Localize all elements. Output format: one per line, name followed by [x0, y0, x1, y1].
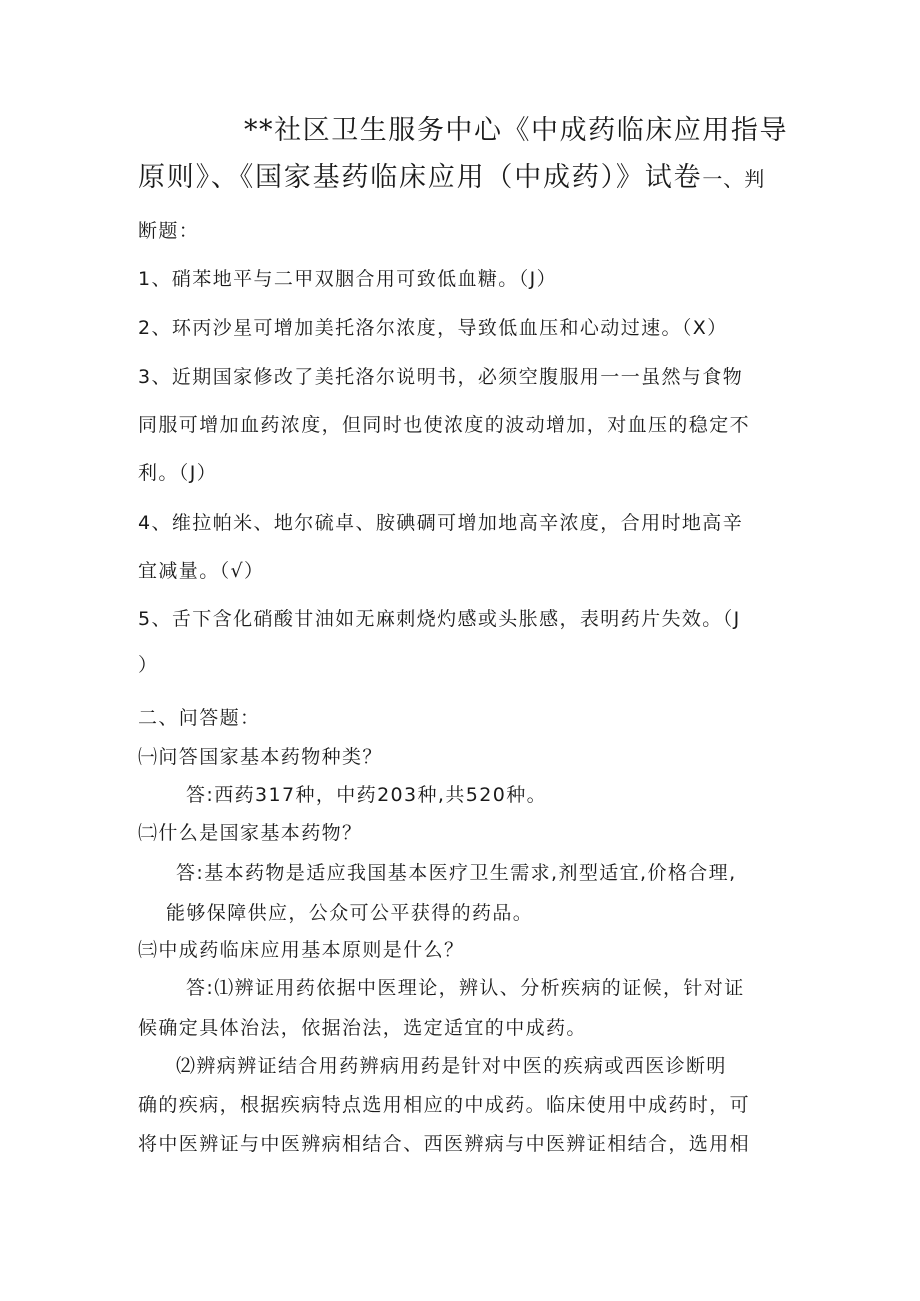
qa-question-3: ㈢中成药临床应用基本原则是什么？ — [138, 939, 465, 961]
qa-answer-3-line-2: 候确定具体治法，依据治法，选定适宜的中成药。 — [138, 1017, 587, 1039]
judgement-q4-line-2: 宜减量。（√） — [138, 560, 265, 582]
qa-answer-2-line-2: 能够保障供应，公众可公平获得的药品。 — [166, 902, 534, 924]
judgement-q3-line-1: 3、近期国家修改了美托洛尔说明书，必须空腹服用一一虽然与食物 — [138, 366, 744, 388]
qa-question-2: ㈡什么是国家基本药物？ — [138, 822, 363, 844]
qa-answer-3-line-1: 答:⑴辨证用药依据中医理论，辨认、分析疾病的证候，针对证 — [186, 977, 745, 999]
judgement-q4-line-1: 4、维拉帕米、地尔硫卓、胺碘碉可增加地高辛浓度，合用时地高辛 — [138, 512, 744, 534]
section-one-heading-end: 断题： — [138, 220, 200, 242]
judgement-q3-line-3: 利。（J） — [138, 462, 218, 484]
judgement-q3-line-2: 同服可增加血药浓度，但同时也使浓度的波动增加，对血压的稳定不 — [138, 414, 751, 436]
judgement-q1: 1、硝苯地平与二甲双胭合用可致低血糖。（J） — [138, 268, 557, 290]
title-line-2-text: 原则》、《国家基药临床应用（中成药）》试卷 — [138, 162, 703, 193]
qa-answer-2-line-1: 答:基本药物是适应我国基本医疗卫生需求,剂型适宜,价格合理, — [176, 862, 737, 884]
qa-question-1: ㈠问答国家基本药物种类？ — [138, 746, 383, 768]
section-one-heading-start: 一、判 — [702, 167, 766, 191]
qa-answer-3-para2-line-3: 将中医辨证与中医辨病相结合、西医辨病与中医辨证相结合，选用相 — [138, 1133, 751, 1155]
qa-heading: 二、问答题： — [138, 707, 261, 729]
judgement-q2: 2、环丙沙星可增加美托洛尔浓度，导致低血压和心动过速。（X） — [138, 317, 728, 339]
qa-answer-1: 答:西药317种，中药203种,共520种。 — [186, 784, 548, 806]
qa-answer-3-para2-line-2: 确的疾病，根据疾病特点选用相应的中成药。临床使用中成药时，可 — [138, 1094, 751, 1116]
judgement-q5-line-1: 5、舌下含化硝酸甘油如无麻刺烧灼感或头胀感，表明药片失效。（J — [138, 608, 741, 630]
judgement-q5-line-2: ） — [138, 654, 159, 676]
qa-answer-3-para2-line-1: ⑵辨病辨证结合用药辨病用药是针对中医的疾病或西医诊断明 — [176, 1055, 727, 1077]
title-line-2 — [138, 160, 765, 197]
title-line-1: **社区卫生服务中心《中成药临床应用指导 — [244, 115, 788, 146]
